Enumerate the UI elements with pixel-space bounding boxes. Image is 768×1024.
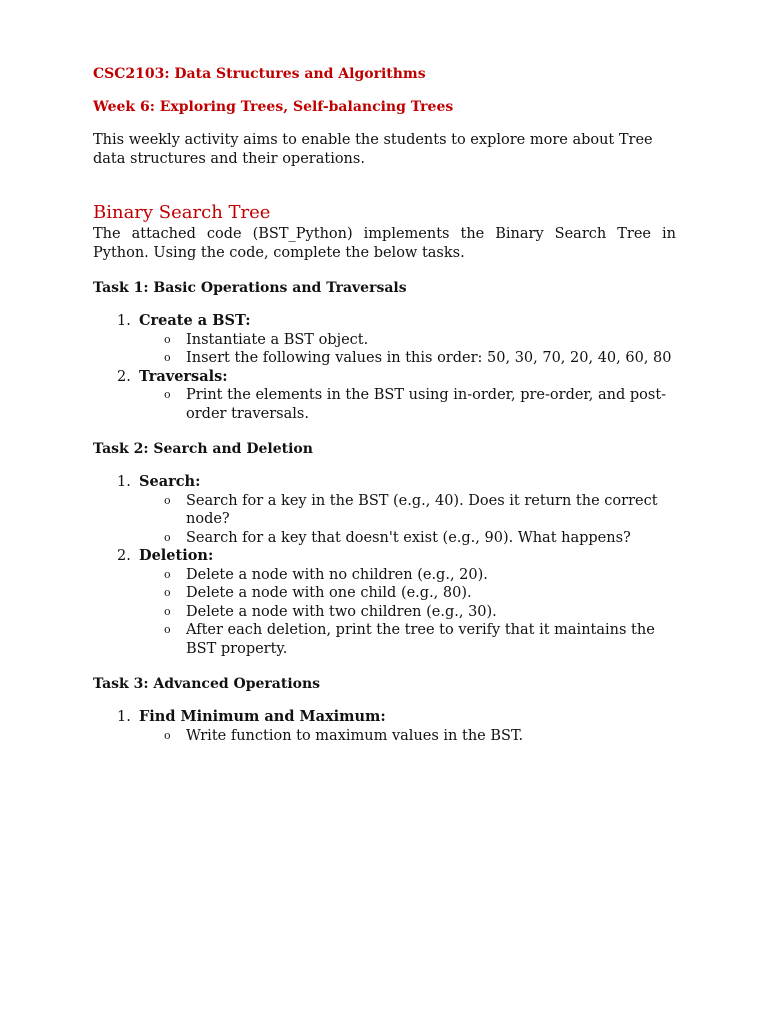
hollow-bullet-icon: o [164, 388, 171, 401]
intro-paragraph: This weekly activity aims to enable the students to explore more about Tree data structures and their operations. [93, 132, 653, 167]
task-list [93, 278, 676, 745]
task-step [93, 312, 676, 368]
task-step [93, 473, 676, 547]
sub-item [139, 584, 676, 603]
hollow-bullet-icon: o [164, 586, 171, 599]
step-label: Traversals: [139, 367, 228, 385]
step-subitems [139, 566, 676, 659]
step-number: 1. [117, 474, 131, 490]
step-label: Find Minimum and Maximum: [139, 708, 386, 725]
sub-item-text: Delete a node with two children (e.g., 30). [186, 603, 497, 620]
hollow-bullet-icon: o [164, 728, 171, 742]
sub-item-text: Insert the following values in this order: 50, 30, 70, 20, 40, 60, 80 [186, 350, 672, 366]
sub-item [139, 621, 676, 658]
hollow-bullet-icon: o [164, 351, 171, 364]
task-title: Task 3: Advanced Operations [93, 676, 321, 692]
hollow-bullet-icon: o [164, 530, 171, 544]
sub-item-text: Write function to maximum values in the BST. [186, 727, 524, 744]
task-steps [93, 312, 676, 423]
sub-item [139, 727, 676, 746]
task-title: Task 2: Search and Deletion [93, 441, 313, 457]
step-subitems [139, 492, 676, 548]
step-subitems [139, 727, 676, 746]
step-label: Create a BST: [139, 312, 251, 329]
task-step [93, 547, 676, 658]
task-step [93, 708, 676, 745]
hollow-bullet-icon: o [164, 493, 171, 507]
step-number: 1. [117, 313, 131, 329]
task-title: Task 1: Basic Operations and Traversals [93, 280, 407, 296]
document-page [93, 64, 676, 745]
step-label: Deletion: [139, 547, 214, 564]
hollow-bullet-icon: o [164, 604, 171, 618]
sub-item-text: Print the elements in the BST using in-order, pre-order, and post-order traversals. [186, 387, 667, 422]
hollow-bullet-icon: o [164, 567, 171, 581]
sub-item-text: Delete a node with one child (e.g., 80). [186, 585, 472, 601]
sub-item [139, 349, 676, 368]
section-description: The attached code (BST_Python) implements the Binary Search Tree in Python. Using the code, complete the below tasks. [93, 226, 676, 261]
step-number: 1. [117, 709, 131, 725]
step-subitems [139, 386, 676, 423]
course-title: CSC2103: Data Structures and Algorithms [93, 66, 426, 82]
sub-item-text: Search for a key that doesn't exist (e.g., 90). What happens? [186, 529, 631, 546]
step-subitems [139, 331, 676, 368]
task-step [93, 368, 676, 424]
sub-item [139, 386, 676, 423]
week-title: Week 6: Exploring Trees, Self-balancing Trees [93, 99, 454, 115]
step-label: Search: [139, 473, 201, 490]
sub-item-text: After each deletion, print the tree to verify that it maintains the BST property. [186, 622, 655, 657]
sub-item-text: Instantiate a BST object. [186, 331, 369, 348]
sub-item [139, 492, 676, 529]
section-title: Binary Search Tree [93, 202, 271, 223]
sub-item [139, 603, 676, 622]
hollow-bullet-icon: o [164, 332, 171, 346]
step-number: 2. [117, 548, 131, 564]
sub-item [139, 566, 676, 585]
step-number: 2. [117, 368, 131, 385]
sub-item-text: Search for a key in the BST (e.g., 40). Does it return the correct node? [186, 492, 658, 527]
sub-item [139, 529, 676, 548]
task-steps [93, 473, 676, 658]
task-steps [93, 708, 676, 745]
sub-item [139, 331, 676, 350]
hollow-bullet-icon: o [164, 623, 171, 636]
sub-item-text: Delete a node with no children (e.g., 20). [186, 566, 488, 583]
